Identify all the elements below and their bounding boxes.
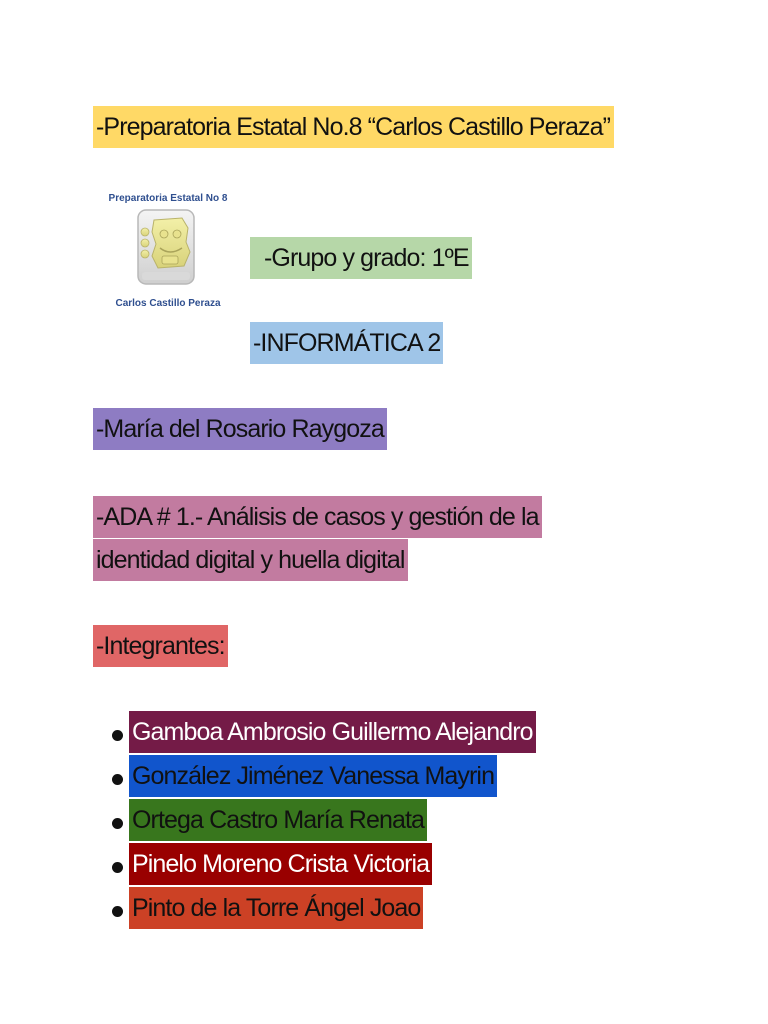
bullet-icon [112, 818, 123, 829]
member-name: González Jiménez Vanessa Mayrin [129, 755, 497, 797]
list-item [112, 799, 536, 843]
ada-title-line-1: -ADA # 1.- Análisis de casos y gestión de la [93, 496, 542, 538]
bullet-icon [112, 730, 123, 741]
list-item [112, 711, 536, 755]
materia: -INFORMÁTICA 2 [250, 322, 443, 364]
logo-top-text: Preparatoria Estatal No 8 [108, 193, 228, 204]
school-title: -Preparatoria Estatal No.8 “Carlos Castillo Peraza” [93, 106, 614, 148]
member-name: Pinelo Moreno Crista Victoria [129, 843, 432, 885]
maestra: -María del Rosario Raygoza [93, 408, 387, 450]
member-name: Ortega Castro María Renata [129, 799, 427, 841]
member-name: Gamboa Ambrosio Guillermo Alejandro [129, 711, 536, 753]
ada-title-line-2: identidad digital y huella digital [93, 539, 408, 581]
list-item [112, 755, 536, 799]
integrantes-heading: -Integrantes: [93, 625, 228, 667]
bullet-icon [112, 774, 123, 785]
member-name: Pinto de la Torre Ángel Joao [129, 887, 423, 929]
bullet-icon [112, 862, 123, 873]
grupo-grado: -Grupo y grado: 1ºE [250, 237, 472, 279]
list-item [112, 887, 536, 931]
school-emblem-icon [132, 208, 200, 288]
school-logo [98, 186, 238, 314]
integrantes-list [112, 711, 536, 931]
bullet-icon [112, 906, 123, 917]
logo-bottom-text: Carlos Castillo Peraza [115, 298, 221, 309]
list-item [112, 843, 536, 887]
